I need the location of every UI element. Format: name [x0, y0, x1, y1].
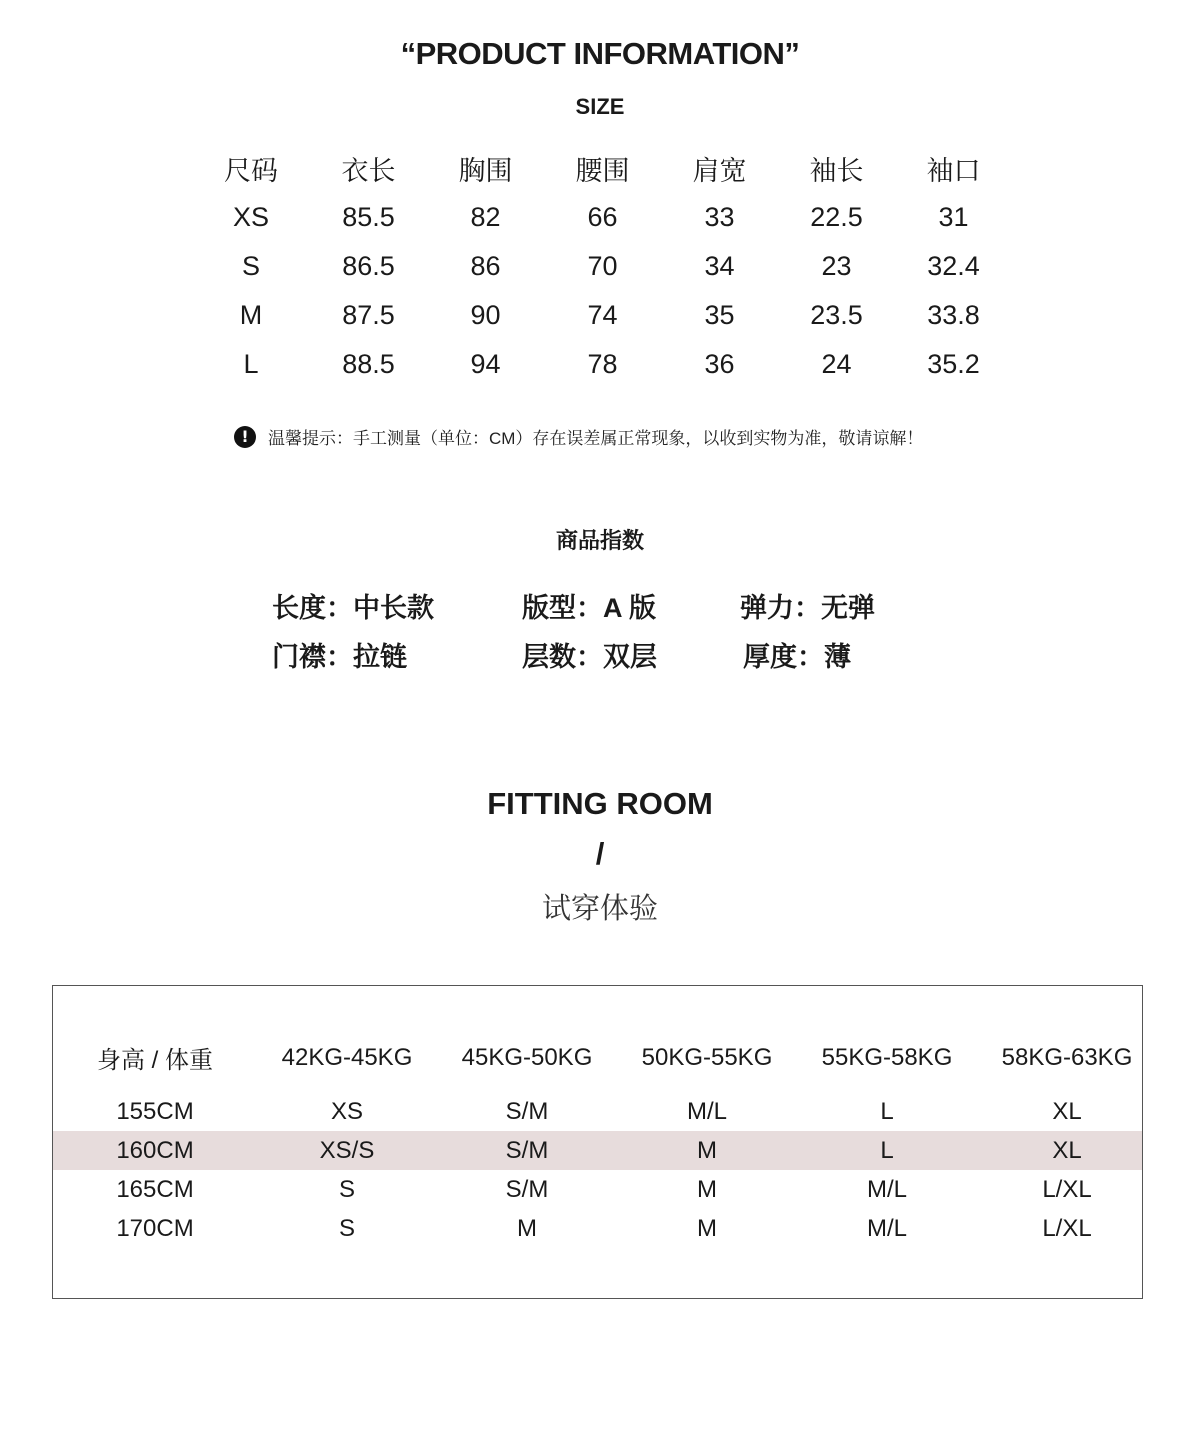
table-cell: 32.4 [927, 251, 980, 281]
table-cell: L/XL [1042, 1214, 1092, 1242]
table-cell: 85.5 [342, 202, 395, 232]
column-header: 55KG-58KG [821, 1043, 953, 1071]
table-cell: 70 [587, 251, 618, 281]
column-header: 45KG-50KG [461, 1043, 593, 1071]
size-table [192, 144, 1012, 389]
table-cell: M [697, 1214, 717, 1242]
table-cell: 33.8 [927, 300, 980, 330]
table-row [192, 193, 1012, 242]
table-cell: M [517, 1214, 537, 1242]
table-row-highlighted [53, 1131, 1142, 1170]
size-label: M [239, 300, 263, 330]
table-cell: M [697, 1136, 717, 1164]
height-label: 160CM [116, 1136, 194, 1164]
fitting-room-title: FITTING ROOM [487, 786, 713, 821]
fitting-table-header [53, 1038, 1142, 1077]
attr-thickness: 厚度：薄 [743, 642, 851, 672]
table-cell: 35 [704, 300, 735, 330]
column-header: 50KG-55KG [641, 1043, 773, 1071]
table-cell: M [697, 1175, 717, 1203]
table-cell: 90 [470, 300, 501, 330]
table-cell: S/M [505, 1097, 549, 1125]
size-label: XS [232, 202, 270, 232]
table-cell: 86 [470, 251, 501, 281]
attr-closure: 门襟：拉链 [272, 642, 407, 672]
fitting-room-slash: / [595, 836, 605, 871]
height-label: 170CM [116, 1214, 194, 1242]
size-label: L [243, 349, 259, 379]
exclamation-icon: ! [234, 426, 256, 448]
table-row [192, 340, 1012, 389]
table-row [192, 291, 1012, 340]
table-cell: XS/S [319, 1136, 375, 1164]
table-cell: L [880, 1097, 894, 1125]
column-header: 袖口 [926, 156, 981, 186]
table-cell: XL [1052, 1097, 1082, 1125]
table-cell: 31 [938, 202, 969, 232]
table-cell: 86.5 [342, 251, 395, 281]
table-cell: 87.5 [342, 300, 395, 330]
table-row [53, 1209, 1142, 1248]
column-header: 42KG-45KG [281, 1043, 413, 1071]
table-cell: 88.5 [342, 349, 395, 379]
table-row [53, 1092, 1142, 1131]
table-cell: 82 [470, 202, 501, 232]
size-table-header [192, 144, 1012, 193]
height-label: 165CM [116, 1175, 194, 1203]
table-cell: M/L [866, 1214, 907, 1242]
table-cell: 34 [704, 251, 735, 281]
page-title: “PRODUCT INFORMATION” [400, 36, 800, 71]
height-label: 155CM [116, 1097, 194, 1125]
table-cell: 36 [704, 349, 735, 379]
attr-length: 长度：中长款 [272, 593, 434, 623]
size-subtitle: SIZE [575, 94, 625, 119]
attr-layers: 层数：双层 [522, 642, 657, 672]
table-cell: M/L [686, 1097, 727, 1125]
table-cell: 66 [587, 202, 618, 232]
column-header: 尺码 [224, 156, 278, 186]
table-cell: 33 [704, 202, 735, 232]
attr-elasticity: 弹力：无弹 [740, 593, 875, 623]
table-row [192, 242, 1012, 291]
column-header: 58KG-63KG [1001, 1043, 1133, 1071]
fitting-room-subtitle: 试穿体验 [541, 893, 658, 925]
table-cell: L/XL [1042, 1175, 1092, 1203]
product-index-title: 商品指数 [555, 528, 644, 553]
table-cell: XL [1052, 1136, 1082, 1164]
column-header: 肩宽 [692, 156, 747, 186]
column-header: 袖长 [809, 156, 864, 186]
table-cell: 35.2 [927, 349, 980, 379]
measurement-notice [234, 424, 923, 449]
notice-text: 温馨提示：手工测量（单位：CM）存在误差属正常现象，以收到实物为准，敬请谅解！ [268, 429, 924, 448]
column-header: 腰围 [575, 156, 630, 186]
table-cell: 78 [587, 349, 618, 379]
column-header: 衣长 [341, 156, 396, 186]
table-row [53, 1170, 1142, 1209]
table-cell: S/M [505, 1136, 549, 1164]
table-cell: S [338, 1214, 355, 1242]
size-label: S [241, 251, 260, 281]
table-cell: S [338, 1175, 355, 1203]
table-cell: 22.5 [810, 202, 863, 232]
attr-fit: 版型：A 版 [522, 593, 656, 623]
fitting-table [52, 985, 1143, 1299]
column-header: 胸围 [458, 156, 513, 186]
column-header: 身高 / 体重 [96, 1047, 213, 1074]
table-cell: 74 [587, 300, 618, 330]
table-cell: L [880, 1136, 894, 1164]
table-cell: M/L [866, 1175, 907, 1203]
table-cell: S/M [505, 1175, 549, 1203]
table-cell: 23 [821, 251, 852, 281]
table-cell: 24 [821, 349, 852, 379]
table-cell: 94 [470, 349, 501, 379]
table-cell: XS [330, 1097, 363, 1125]
table-cell: 23.5 [810, 300, 863, 330]
